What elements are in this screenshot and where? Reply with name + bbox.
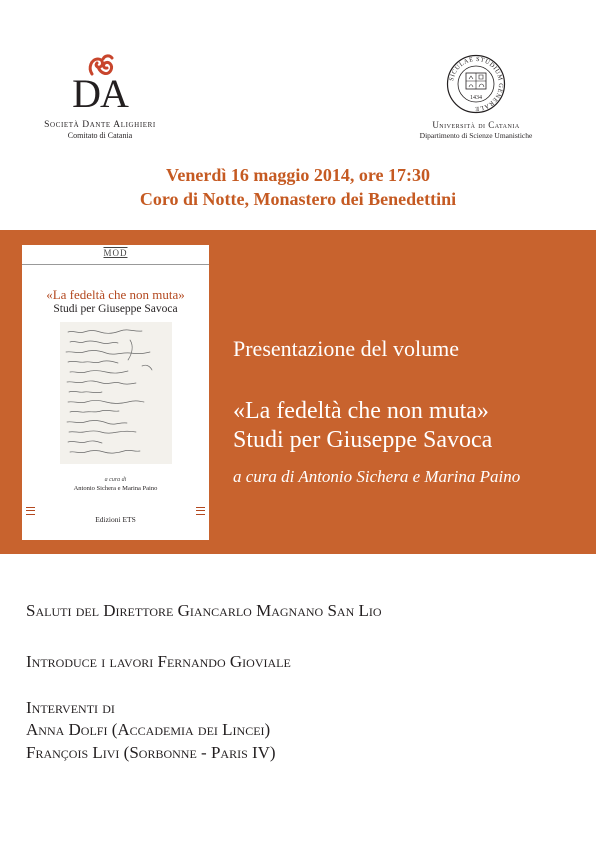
presentation-editors: a cura di Antonio Sichera e Marina Paino [233,467,521,486]
greetings-line: Saluti del Direttore Giancarlo Magnano San Lio [26,601,382,620]
university-seal-icon [446,54,506,114]
da-monogram [40,52,160,118]
manuscript-handwriting [60,322,172,464]
event-date: Venerdì 16 maggio 2014, ore 17:30 [166,165,430,185]
speakers-heading: Interventi di [26,698,115,717]
book-publisher: Edizioni ETS [95,515,136,524]
seal-ring-text: SICULAE STUDIUM GENERALE [448,55,505,113]
book-cover-title: «La fedeltà che non muta» [46,287,185,302]
event-place: Coro di Notte, Monastero dei Benedettini [139,189,457,209]
book-mark-icon [26,507,35,515]
presentation-subtitle: Studi per Giuseppe Savoca [233,427,493,453]
book-curator-label: a cura di [104,477,127,483]
book-series: MOD [103,248,128,258]
presentation-label: Presentazione del volume [233,336,460,361]
department-name: Dipartimento di Scienze Umanistiche [419,131,533,140]
society-name: Società Dante Alighieri [44,120,156,130]
da-letters: DA [72,71,128,116]
seal-year: 1434 [470,95,482,101]
presentation-title: «La fedeltà che non muta» [233,398,489,424]
book-cover-subtitle: Studi per Giuseppe Savoca [53,303,178,315]
speaker-item: François Livi (Sorbonne - Paris IV) [26,743,276,762]
manuscript-image [60,322,172,464]
speaker-item: Anna Dolfi (Accademia dei Lincei) [26,720,271,739]
university-logo [406,54,546,140]
book-divider [22,264,209,265]
book-mark-icon [196,507,205,515]
introduction-line: Introduce i lavori Fernando Gioviale [26,652,291,671]
committee-name: Comitato di Catania [67,131,133,140]
university-name: Università di Catania [432,120,520,130]
book-curators: Antonio Sichera e Marina Paino [73,485,158,492]
book-cover [22,245,209,540]
presentation-band [0,230,596,554]
dante-alighieri-logo [40,52,160,140]
